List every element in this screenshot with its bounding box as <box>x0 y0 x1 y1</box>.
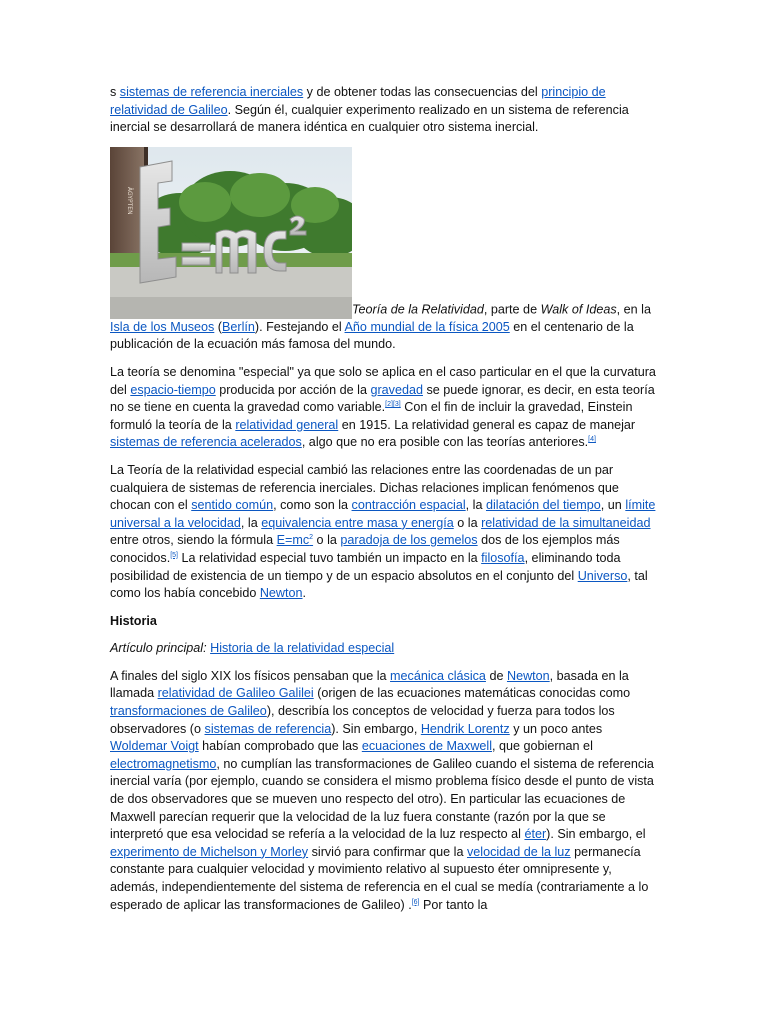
text: entre otros, siendo la fórmula <box>110 533 277 548</box>
paragraph-historia <box>110 668 658 914</box>
text: , en la <box>616 302 651 317</box>
text: , algo que no era posible con las teorías anteriores. <box>301 435 589 450</box>
link-hendrik-lorentz[interactable]: Hendrik Lorentz <box>420 721 510 736</box>
main-article-note <box>110 640 658 658</box>
text: , como son la <box>273 498 352 513</box>
main-article-label: Artículo principal: <box>110 641 207 656</box>
text: ). Festejando el <box>254 319 345 334</box>
link-ecuaciones-maxwell[interactable]: ecuaciones de Maxwell <box>361 739 493 754</box>
text: , que gobiernan el <box>492 739 593 754</box>
text: , tal como los había concebido <box>110 568 648 601</box>
text: , un <box>600 498 626 513</box>
link-universo[interactable]: Universo <box>577 568 628 583</box>
link-historia-relatividad-especial[interactable]: Historia de la relatividad especial <box>210 641 395 656</box>
link-emc2[interactable] <box>277 533 313 547</box>
text: ). Sin embargo, <box>331 721 421 736</box>
ref-5[interactable]: [5] <box>170 551 179 559</box>
emc2-sculpture-photo[interactable] <box>110 147 352 319</box>
text: , no cumplían las transformaciones de Galileo cuando el sistema de referencia inercial varía (por ejemplo, cuando se considera el mismo problema físico desde el punto de vista de dos observadores que se mueven uno respecto del otro). En particular las ecuaciones de Maxwell parecían requerir que la velocidad de la luz fuera constante (razón por la que se interpretó que esa velocidad se refería a la velocidad de la luz respecto al <box>110 756 654 842</box>
text: y un poco antes <box>509 721 603 736</box>
link-sistemas-referencia-inerciales[interactable]: sistemas de referencia inerciales <box>119 85 304 99</box>
link-gravedad[interactable]: gravedad <box>370 382 423 397</box>
link-equivalencia-masa-energia[interactable]: equivalencia entre masa y energía <box>261 515 454 530</box>
text: ), describía los conceptos de velocidad y fuerza para todos los observadores (o <box>110 704 615 736</box>
link-newton[interactable]: Newton <box>259 586 303 601</box>
ref-6[interactable]: [6] <box>411 898 420 906</box>
link-electromagnetismo[interactable]: electromagnetismo <box>110 756 217 771</box>
link-experimento-michelson-morley[interactable]: experimento de Michelson y Morley <box>110 844 309 859</box>
text: se puede ignorar, es decir, en esta teoría no se tiene en cuenta la gravedad como variable. <box>110 382 655 415</box>
link-contraccion-espacial[interactable]: contracción espacial <box>351 498 466 513</box>
text: La relatividad especial tuvo también un impacto en la <box>178 550 482 565</box>
paragraph-especial <box>110 364 658 452</box>
link-sentido-comun[interactable]: sentido común <box>191 498 274 513</box>
text: o la <box>313 533 341 548</box>
link-dilatacion-tiempo[interactable]: dilatación del tiempo <box>485 498 601 513</box>
text: Con el fin de incluir la gravedad, Einstein formuló la teoría de la <box>110 400 633 432</box>
text: habían comprobado que las <box>198 739 362 754</box>
wall-text: ÄGYPTEN <box>126 186 133 215</box>
link-principio-relatividad-galileo[interactable]: principio de relatividad de Galileo <box>110 85 606 117</box>
text: , parte de <box>483 302 541 317</box>
link-eter[interactable]: éter <box>524 827 547 842</box>
paragraph-intro <box>110 84 658 137</box>
text: Por tanto la <box>419 897 488 912</box>
link-relatividad-galileo-galilei[interactable]: relatividad de Galileo Galilei <box>157 686 314 701</box>
link-berlin[interactable]: Berlín <box>222 319 255 334</box>
text: producida por acción de la <box>215 382 371 397</box>
link-ano-mundial-fisica[interactable]: Año mundial de la física 2005 <box>344 319 510 334</box>
caption-title: Teoría de la Relatividad <box>352 302 484 317</box>
text: permanecía constante para cualquier velocidad y movimiento relativo al supuesto éter omnipresente y, además, independientemente del sistema de referencia en el cual se medía (contrariamente a lo esperado de aplicar las transformaciones de Galileo) . <box>110 844 649 912</box>
link-sistemas-referencia-acelerados[interactable]: sistemas de referencia acelerados <box>110 435 302 450</box>
section-heading-historia: Historia <box>110 613 157 628</box>
link-transformaciones-galileo[interactable]: transformaciones de Galileo <box>110 704 267 719</box>
link-relatividad-general[interactable]: relatividad general <box>235 417 339 432</box>
text: . <box>302 586 307 601</box>
text: o la <box>453 515 482 530</box>
link-sistemas-referencia[interactable]: sistemas de referencia <box>204 721 332 736</box>
link-woldemar-voigt[interactable]: Woldemar Voigt <box>110 739 199 754</box>
link-filosofia[interactable]: filosofía <box>481 550 525 565</box>
link-isla-de-los-museos[interactable]: Isla de los Museos <box>110 319 215 334</box>
text: en 1915. La relatividad general es capaz de manejar <box>338 417 636 432</box>
text: , la <box>465 498 486 513</box>
link-paradoja-gemelos[interactable]: paradoja de los gemelos <box>340 533 478 548</box>
text: sirvió para confirmar que la <box>308 844 467 859</box>
text: ( <box>214 319 223 334</box>
link-limite-velocidad[interactable]: límite universal a la velocidad <box>110 498 656 530</box>
text: , eliminando toda posibilidad de existencia de un tiempo y de un espacio absolutos en el conjunto del <box>110 550 621 583</box>
text: dos de los ejemplos más conocidos. <box>110 533 620 565</box>
paragraph-coordenadas <box>110 462 658 603</box>
caption-walk-of-ideas: Walk of Ideas <box>540 302 617 317</box>
article-body <box>110 84 658 924</box>
figure-with-caption <box>110 147 658 354</box>
text: de <box>485 668 507 683</box>
text: ). Sin embargo, el <box>546 827 646 842</box>
ref-4[interactable]: [4] <box>588 436 596 444</box>
ref-2[interactable]: [2] <box>385 401 393 409</box>
link-velocidad-luz[interactable]: velocidad de la luz <box>466 844 571 859</box>
text: La teoría se denomina "especial" ya que solo se aplica en el caso particular en el que la curvatura del <box>110 364 656 397</box>
text: (origen de las ecuaciones matemáticas conocidas como <box>313 686 631 701</box>
link-relatividad-simultaneidad[interactable]: relatividad de la simultaneidad <box>481 515 651 530</box>
text: . Según él, cualquier experimento realizado en un sistema de referencia inercial se desarrollará de manera idéntica en cualquier otro sistema inercial. <box>110 102 629 135</box>
text: , basada en la llamada <box>110 668 629 701</box>
text: en el centenario de la publicación de la ecuación más famosa del mundo. <box>110 319 634 352</box>
text: E=mc <box>276 533 310 548</box>
text: La Teoría de la relatividad especial cambió las relaciones entre las coordenadas de un par cualquiera de sistemas de referencia inerciales. Dichas relaciones implican fenómenos que chocan con el <box>110 462 619 513</box>
text: y de obtener todas las consecuencias del <box>303 85 542 99</box>
text: A finales del siglo XIX los físicos pensaban que la <box>110 668 391 683</box>
text: , la <box>240 515 262 530</box>
ref-3[interactable]: [3] <box>392 401 401 409</box>
link-mecanica-clasica[interactable]: mecánica clásica <box>390 668 486 683</box>
text: s <box>110 85 120 99</box>
link-espacio-tiempo[interactable]: espacio-tiempo <box>130 382 216 397</box>
link-newton-2[interactable]: Newton <box>506 668 550 683</box>
superscript: 2 <box>309 534 314 542</box>
